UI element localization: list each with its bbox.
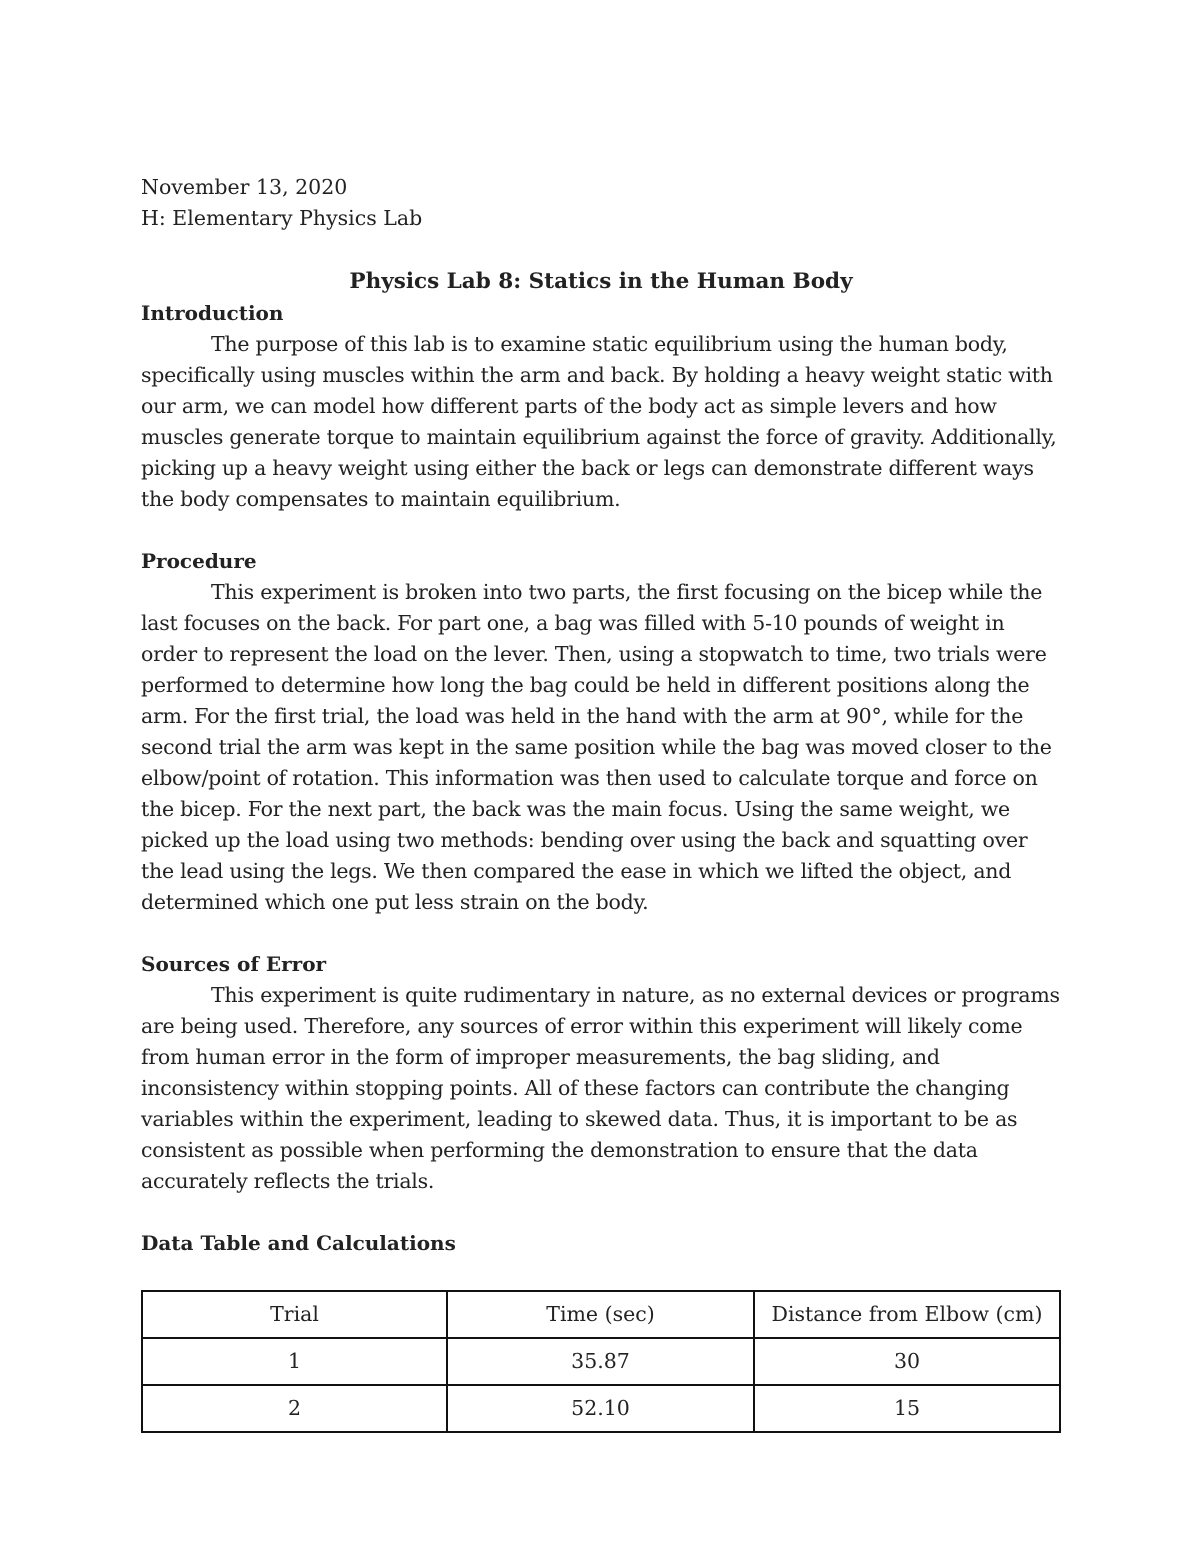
table-cell: 15 (754, 1385, 1060, 1432)
date-line: November 13, 2020 (141, 175, 348, 199)
table-row (142, 1385, 1060, 1432)
table-cell: 2 (142, 1385, 447, 1432)
data-table (141, 1290, 1061, 1433)
table-header-cell: Time (sec) (447, 1291, 754, 1338)
table-cell: 30 (754, 1338, 1060, 1385)
section-spacer (141, 1197, 1061, 1228)
introduction-paragraph: The purpose of this lab is to examine static equilibrium using the human body, specifically using muscles within the arm and back. By holding a heavy weight static with our arm, we can model how different parts of the body act as simple levers and how muscles generate torque to maintain equilibrium against the force of gravity. Additionally, picking up a heavy weight using either the back or legs can demonstrate different ways the body compensates to maintain equilibrium. (141, 332, 1057, 511)
table-cell: 35.87 (447, 1338, 754, 1385)
sources-of-error-paragraph: This experiment is quite rudimentary in nature, as no external devices or programs are being used. Therefore, any sources of error within this experiment will likely come from human error in the form of improper measurements, the bag sliding, and inconsistency within stopping points. All of these factors can contribute the changing variables within the experiment, leading to skewed data. Thus, it is important to be as consistent as possible when performing the demonstration to ensure that the data accurately reflects the trials. (141, 983, 1060, 1193)
table-row (142, 1338, 1060, 1385)
sources-of-error-heading: Sources of Error (141, 952, 327, 976)
course-line: H: Elementary Physics Lab (141, 206, 423, 230)
table-cell: 1 (142, 1338, 447, 1385)
document-title: Physics Lab 8: Statics in the Human Body (349, 269, 853, 294)
procedure-paragraph: This experiment is broken into two parts, the first focusing on the bicep while the last focuses on the back. For part one, a bag was filled with 5-10 pounds of weight in order to represent the load on the lever. Then, using a stopwatch to time, two trials were performed to determine how long the bag could be held in different positions along the arm. For the first trial, the load was held in the hand with the arm at 90°, while for the second trial the arm was kept in the same position while the bag was moved closer to the elbow/point of rotation. This information was then used to calculate torque and force on the bicep. For the next part, the back was the main focus. Using the same weight, we picked up the load using two methods: bending over using the back and squatting over the lead using the legs. We then compared the ease in which we lifted the object, and determined which one put less strain on the body. (141, 580, 1052, 914)
document-body (141, 172, 1061, 1433)
procedure-heading: Procedure (141, 549, 257, 573)
introduction-heading: Introduction (141, 301, 284, 325)
data-table-heading: Data Table and Calculations (141, 1231, 456, 1255)
section-spacer (141, 918, 1061, 949)
table-header-cell: Trial (142, 1291, 447, 1338)
table-header-row (142, 1291, 1060, 1338)
table-cell: 52.10 (447, 1385, 754, 1432)
table-header-cell: Distance from Elbow (cm) (754, 1291, 1060, 1338)
section-spacer (141, 515, 1061, 546)
